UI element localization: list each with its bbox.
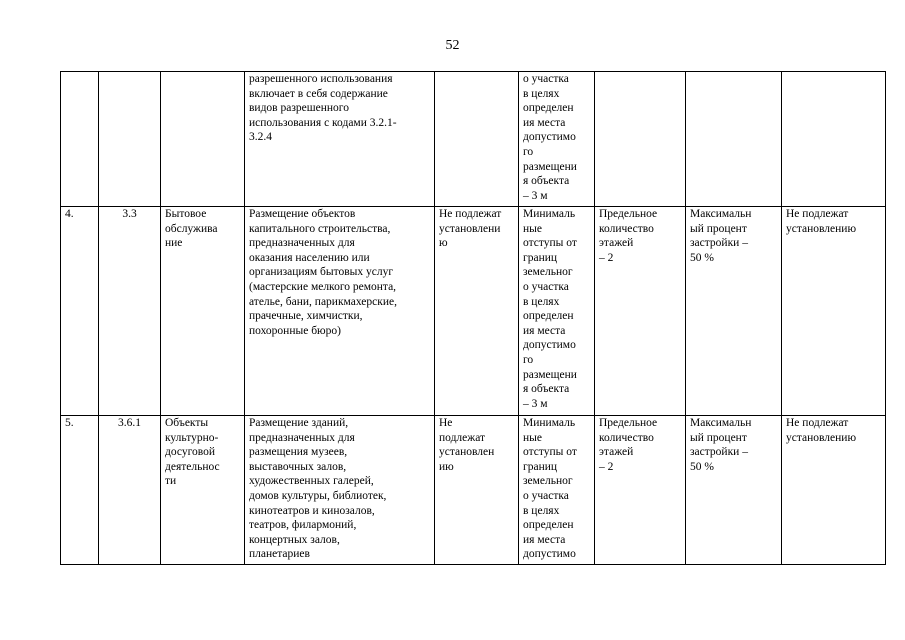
cell-code: 3.3 [99,207,161,416]
cell-name: Объекты культурно- досуговой деятельнос ти [161,416,245,565]
table-row [61,72,886,207]
cell-description: разрешенного использования включает в себя содержание видов разрешенного использования с кодами 3.2.1- 3.2.4 [245,72,435,207]
cell-area-limit: Не подлежат установлен ию [435,416,519,565]
page-number: 52 [445,38,460,53]
cell-number: 5. [61,416,99,565]
cell-other: Не подлежат установлению [782,207,886,416]
land-use-table [60,71,886,565]
table-row [61,416,886,565]
cell-code: 3.6.1 [99,416,161,565]
cell-area-limit [435,72,519,207]
cell-setback: Минималь ные отступы от границ земельног о участка в целях определен ия места допустимо го размещени я объекта – 3 м [519,207,595,416]
cell-description: Размещение зданий, предназначенных для размещения музеев, выставочных залов, художественных галерей, домов культуры, библиотек, кинотеатров и кинозалов, театров, филармоний, концертных залов, планетариев [245,416,435,565]
cell-code [99,72,161,207]
table-row [61,207,886,416]
cell-floors: Предельное количество этажей – 2 [595,416,686,565]
cell-setback: о участка в целях определен ия места допустимо го размещени я объекта – 3 м [519,72,595,207]
cell-number: 4. [61,207,99,416]
cell-coverage: Максимальн ый процент застройки – 50 % [686,416,782,565]
cell-area-limit: Не подлежат установлени ю [435,207,519,416]
cell-name [161,72,245,207]
cell-floors: Предельное количество этажей – 2 [595,207,686,416]
cell-coverage: Максимальн ый процент застройки – 50 % [686,207,782,416]
cell-other: Не подлежат установлению [782,416,886,565]
cell-coverage [686,72,782,207]
cell-floors [595,72,686,207]
cell-other [782,72,886,207]
cell-description: Размещение объектов капитального строительства, предназначенных для оказания населению или организациям бытовых услуг (мастерские мелкого ремонта, ателье, бани, парикмахерские, прачечные, химчистки, похоронные бюро) [245,207,435,416]
cell-setback: Минималь ные отступы от границ земельног о участка в целях определен ия места допустимо [519,416,595,565]
cell-number [61,72,99,207]
cell-name: Бытовое обслужива ние [161,207,245,416]
